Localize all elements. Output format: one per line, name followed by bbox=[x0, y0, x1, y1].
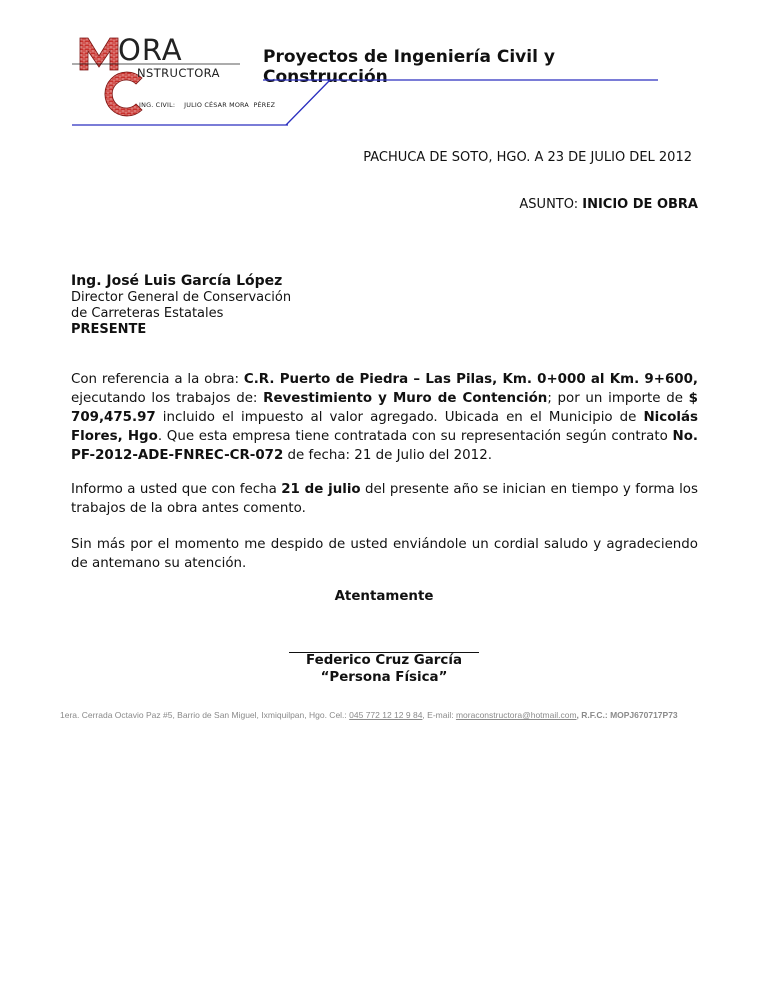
text-span: de fecha: 21 de Julio del 2012. bbox=[283, 448, 492, 463]
footer-email-label: , E-mail: bbox=[422, 710, 456, 720]
project-name: C.R. Puerto de Piedra – Las Pilas, Km. 0+000 al Km. 9+600, bbox=[243, 372, 698, 387]
brand-name-constructora: NSTRUCTORA bbox=[137, 66, 220, 80]
brand-name-ora: ORA bbox=[118, 33, 183, 67]
signer-role: “Persona Física” bbox=[320, 670, 448, 685]
place-date: PACHUCA DE SOTO, HGO. A 23 DE JULIO DEL 2012 bbox=[363, 150, 692, 165]
text-span: ; por un importe de bbox=[547, 391, 689, 406]
subject-value: INICIO DE OBRA bbox=[582, 197, 698, 212]
text-span: ejecutando los trabajos de: bbox=[71, 391, 264, 406]
footer-contact bbox=[60, 710, 710, 720]
engineer-credit: ING. CIVIL: JULIO CÉSAR MORA PÉREZ bbox=[139, 101, 276, 109]
paragraph-reference bbox=[71, 370, 698, 465]
paragraph-start-date bbox=[71, 480, 698, 518]
recipient-block bbox=[71, 273, 291, 338]
text-span: Con referencia a la obra: bbox=[71, 372, 244, 387]
footer-rfc: , R.F.C.: MOPJ670717P73 bbox=[576, 710, 678, 720]
header-title: Proyectos de Ingeniería Civil y Construcción bbox=[263, 47, 555, 87]
recipient-presente: PRESENTE bbox=[71, 322, 147, 337]
footer-phone: 045 772 12 12 9 84 bbox=[349, 710, 423, 720]
text-span: del presente año se inician en tiempo y forma los trabajos de la obra antes comento. bbox=[71, 482, 698, 516]
header-rules bbox=[0, 0, 768, 140]
closing: Atentamente bbox=[334, 589, 434, 604]
text-span: incluido el impuesto al valor agregado. Ubicada en el Municipio de bbox=[155, 410, 644, 425]
amount: $ 709,475.97 bbox=[71, 391, 698, 425]
text-span: . Que esta empresa tiene contratada con su representación según contrato bbox=[157, 429, 673, 444]
footer-address: 1era. Cerrada Octavio Paz #5, Barrio de San Miguel, Ixmiquilpan, Hgo. Cel.: bbox=[60, 710, 350, 720]
start-date: 21 de julio bbox=[281, 482, 361, 497]
signer-name: Federico Cruz García bbox=[306, 653, 462, 668]
subject-label: ASUNTO: bbox=[519, 197, 583, 212]
contract-number: No. PF-2012-ADE-FNREC-CR-072 bbox=[71, 429, 698, 463]
subject-line bbox=[519, 197, 698, 212]
recipient-title-line2: de Carreteras Estatales bbox=[71, 306, 224, 321]
paragraph-farewell: Sin más por el momento me despido de usted enviándole un cordial saludo y agradeciendo de antemano su atención. bbox=[71, 537, 698, 571]
recipient-title-line1: Director General de Conservación bbox=[71, 290, 292, 305]
municipality: Nicolás Flores, Hgo bbox=[71, 410, 698, 444]
work-description: Revestimiento y Muro de Contención bbox=[263, 391, 548, 406]
recipient-name: Ing. José Luis García López bbox=[71, 273, 283, 289]
text-span: Informo a usted que con fecha bbox=[71, 482, 282, 497]
footer-email: moraconstructora@hotmail.com bbox=[455, 710, 577, 720]
